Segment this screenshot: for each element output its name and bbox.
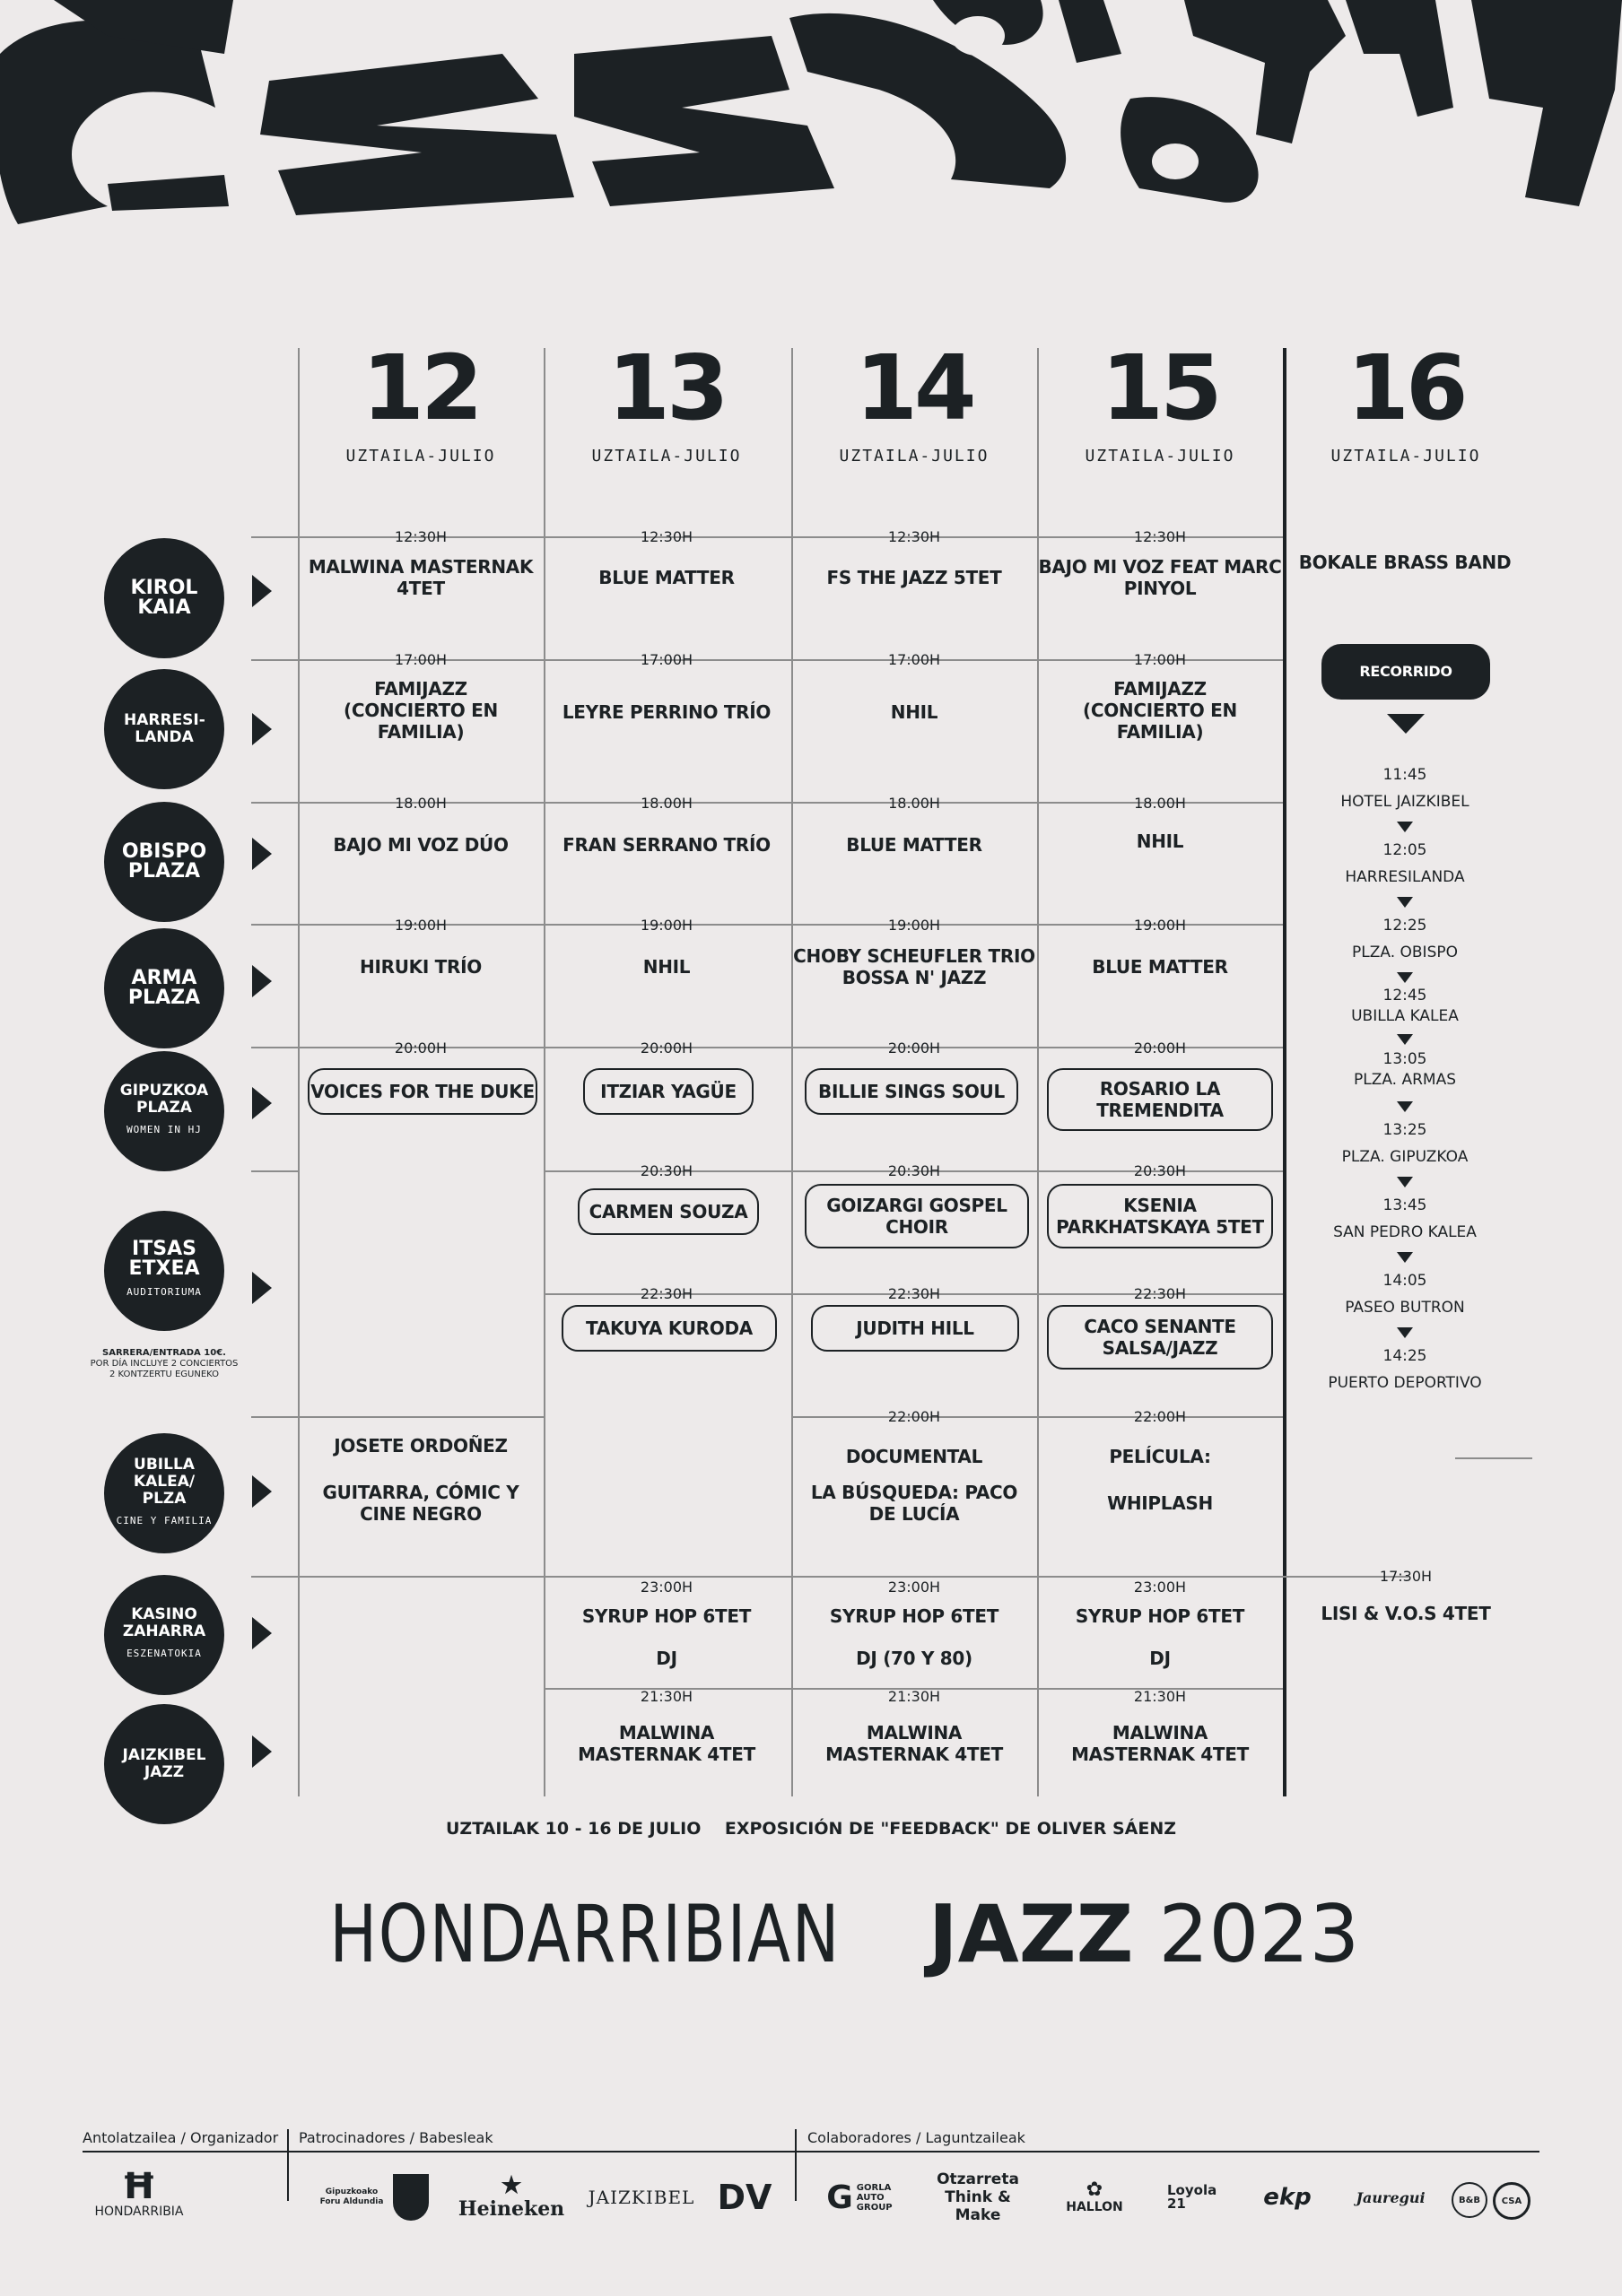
act-title: BAJO MI VOZ DÚO xyxy=(333,834,509,856)
collab-ekp-logo xyxy=(1243,2170,1332,2224)
act-title: MALWINA MASTERNAK 4TET xyxy=(308,556,534,599)
day-month: UZTAILA-JULIO xyxy=(1085,447,1235,465)
route-stop-place: UBILLA KALEA xyxy=(1351,1007,1459,1025)
act-title: CHOBY SCHEUFLER TRIO BOSSA N' JAZZ xyxy=(793,945,1035,988)
time-label: 23:00H xyxy=(640,1578,693,1596)
time-label: 18.00H xyxy=(888,795,940,812)
play-arrow-icon xyxy=(252,965,272,997)
time-label: 18.00H xyxy=(395,795,447,812)
collab-loyola-logo xyxy=(1153,2170,1225,2224)
day-month: UZTAILA-JULIO xyxy=(1330,447,1481,465)
act-title-highlight: CACO SENANTE SALSA/JAZZ xyxy=(1047,1305,1273,1370)
day-month: UZTAILA-JULIO xyxy=(839,447,990,465)
time-label: 22:00H xyxy=(887,1408,941,1425)
exhibition-note: UZTAILAK 10 - 16 DE JULIO EXPOSICIÓN DE "FEEDBACK" DE OLIVER SÁENZ xyxy=(445,1819,1177,1839)
shield-icon xyxy=(393,2174,429,2221)
venue-itsas-etxea xyxy=(104,1211,224,1331)
time-label: 20:30H xyxy=(887,1162,941,1179)
down-arrow-icon xyxy=(1397,1177,1413,1187)
act-title: DJ xyxy=(1149,1648,1171,1669)
venue-name: KASINO ZAHARRA xyxy=(122,1605,206,1640)
act-title-highlight: GOIZARGI GOSPEL CHOIR xyxy=(805,1184,1029,1248)
venue-obispo-plaza xyxy=(104,802,224,922)
act-title: DJ xyxy=(656,1648,677,1669)
play-arrow-icon xyxy=(252,1087,272,1119)
star-icon: ★ xyxy=(501,2172,522,2199)
time-label: 17:00H xyxy=(394,651,448,668)
act-title-highlight: ITZIAR YAGÜE xyxy=(583,1068,754,1115)
day-number: 15 xyxy=(1101,335,1219,440)
act-title: SYRUP HOP 6TET xyxy=(829,1605,999,1627)
act-title: GUITARRA, CÓMIC Y CINE NEGRO xyxy=(322,1482,519,1525)
time-label: 12:30H xyxy=(394,528,448,545)
hondarribia-logo xyxy=(81,2160,197,2228)
play-arrow-icon xyxy=(252,1272,272,1304)
time-label: 21:30H xyxy=(1133,1688,1187,1705)
ticket-note-line: 2 KONTZERTU EGUNEKO xyxy=(109,1370,220,1379)
sponsor-jaizkibel-logo xyxy=(588,2170,695,2224)
venue-harresilanda xyxy=(104,669,224,789)
collab-name: HALLON xyxy=(1066,2200,1123,2214)
play-arrow-icon xyxy=(252,575,272,607)
route-stop-time: 12:05 xyxy=(1382,841,1427,859)
time-label: 20:00H xyxy=(1133,1039,1187,1057)
time-label: 20:00H xyxy=(887,1039,941,1057)
day-number: 13 xyxy=(607,335,726,440)
title-jazz: JAZZ xyxy=(928,1888,1134,1980)
act-title: BLUE MATTER xyxy=(1092,956,1228,978)
route-button[interactable]: RECORRIDO xyxy=(1321,644,1490,700)
venue-arma-plaza xyxy=(104,928,224,1048)
collab-name: GORLA AUTO GROUP xyxy=(856,2182,893,2213)
time-label: 12:30H xyxy=(1133,528,1187,545)
time-label: 23:00H xyxy=(1133,1578,1187,1596)
venue-name: OBISPO PLAZA xyxy=(121,840,207,883)
footer-divider xyxy=(83,2151,1539,2152)
collab-name: Otzarreta Think & Make xyxy=(937,2170,1019,2224)
act-title: SYRUP HOP 6TET xyxy=(581,1605,752,1627)
route-stop-time: 14:25 xyxy=(1382,1347,1427,1365)
day-header-16 xyxy=(1284,335,1528,465)
venue-name: ARMA PLAZA xyxy=(127,967,201,1009)
time-label: 22:30H xyxy=(1133,1285,1187,1302)
footer-divider xyxy=(287,2129,289,2201)
play-arrow-icon xyxy=(252,1475,272,1508)
down-arrow-icon xyxy=(1397,1252,1413,1263)
act-title: NHIL xyxy=(1136,831,1184,852)
act-title-highlight: TAKUYA KURODA xyxy=(562,1305,777,1352)
sponsor-name: JAIZKIBEL xyxy=(588,2187,695,2208)
down-arrow-icon xyxy=(1387,714,1425,734)
time-label: 17:00H xyxy=(1133,651,1187,668)
collab-gorla-logo xyxy=(816,2170,906,2224)
play-arrow-icon xyxy=(252,1617,272,1649)
day-month: UZTAILA-JULIO xyxy=(591,447,742,465)
act-title: FAMIJAZZ (CONCIERTO EN FAMILIA) xyxy=(1083,678,1237,743)
down-arrow-icon xyxy=(1397,897,1413,908)
venue-jaizkibel-jazz xyxy=(104,1704,224,1824)
route-end-line xyxy=(1455,1457,1532,1459)
route-stop-place: PLZA. OBISPO xyxy=(1352,944,1458,961)
day-month: UZTAILA-JULIO xyxy=(345,447,496,465)
venue-kirol-kaia xyxy=(104,538,224,658)
itsas-etxea-ticket-note xyxy=(81,1348,248,1380)
day-number: 14 xyxy=(855,335,973,440)
sponsor-dv-logo xyxy=(713,2170,776,2224)
act-title: BLUE MATTER xyxy=(846,834,982,856)
time-label: 17:00H xyxy=(640,651,693,668)
collab-name: B&B xyxy=(1459,2195,1480,2205)
time-label: 21:30H xyxy=(640,1688,693,1705)
act-title: FS THE JAZZ 5TET xyxy=(826,567,1002,588)
collab-csa-logo xyxy=(1493,2182,1530,2220)
act-title-highlight: VOICES FOR THE DUKE xyxy=(308,1068,537,1115)
play-arrow-icon xyxy=(252,713,272,745)
route-stop-place: SAN PEDRO KALEA xyxy=(1333,1223,1477,1241)
act-title: NHIL xyxy=(890,701,938,723)
route-stop-place: PUERTO DEPORTIVO xyxy=(1328,1374,1482,1392)
time-label: 17:00H xyxy=(887,651,941,668)
venue-name: ITSAS ETXEA xyxy=(128,1238,200,1280)
down-arrow-icon xyxy=(1397,822,1413,832)
poster-title xyxy=(179,1885,1443,1984)
act-title: LISI & V.O.S 4TET xyxy=(1321,1603,1491,1624)
day-header-13 xyxy=(545,335,789,465)
organizer-label: Antolatzailea / Organizador xyxy=(83,2129,279,2146)
row-divider xyxy=(251,1170,298,1172)
act-title-highlight: JUDITH HILL xyxy=(811,1305,1019,1352)
sponsor-name: Heineken xyxy=(458,2197,565,2221)
act-title: MALWINA MASTERNAK 4TET xyxy=(1071,1722,1249,1765)
venue-ubilla-kalea xyxy=(104,1433,224,1553)
venue-name: GIPUZKOA PLAZA xyxy=(119,1082,209,1117)
act-title: DOCUMENTAL xyxy=(845,1446,983,1467)
venue-name: UBILLA KALEA/ PLZA xyxy=(133,1455,196,1508)
route-stop-time: 13:45 xyxy=(1382,1196,1427,1214)
day-header-12 xyxy=(299,335,543,465)
act-title: FAMIJAZZ (CONCIERTO EN FAMILIA) xyxy=(344,678,498,743)
route-stop-time: 14:05 xyxy=(1382,1272,1427,1290)
down-arrow-icon xyxy=(1397,972,1413,983)
title-part: HONDARRIBIAN xyxy=(328,1888,862,1980)
act-title: MALWINA MASTERNAK 4TET xyxy=(578,1722,755,1765)
act-title: WHIPLASH xyxy=(1107,1492,1213,1514)
time-label: 19:00H xyxy=(640,917,693,934)
act-title-highlight: ROSARIO LA TREMENDITA xyxy=(1047,1068,1273,1131)
collab-name: Loyola 21 xyxy=(1167,2182,1217,2212)
play-arrow-icon xyxy=(252,838,272,870)
ticket-note-line: POR DÍA INCLUYE 2 CONCIERTOS xyxy=(90,1359,239,1369)
act-title-highlight: CARMEN SOUZA xyxy=(578,1188,759,1235)
act-title: NHIL xyxy=(642,956,691,978)
venue-subtitle: CINE Y FAMILIA xyxy=(116,1514,213,1526)
act-title: LA BÚSQUEDA: PACO DE LUCÍA xyxy=(810,1482,1018,1525)
time-label: 21:30H xyxy=(887,1688,941,1705)
flower-icon: ✿ xyxy=(1086,2179,1103,2201)
time-label: 19:00H xyxy=(1133,917,1187,934)
down-arrow-icon xyxy=(1397,1327,1413,1338)
act-title: MALWINA MASTERNAK 4TET xyxy=(825,1722,1003,1765)
footer-divider xyxy=(795,2129,797,2201)
route-stop-place: HOTEL JAIZKIBEL xyxy=(1340,793,1469,811)
route-stop-time: 12:25 xyxy=(1382,917,1427,935)
down-arrow-icon xyxy=(1397,1101,1413,1112)
route-stop-time: 11:45 xyxy=(1382,766,1427,784)
act-title: LEYRE PERRINO TRÍO xyxy=(562,701,772,723)
day-header-15 xyxy=(1038,335,1282,465)
collab-hallon-logo xyxy=(1054,2170,1135,2224)
venue-kasino-zaharra xyxy=(104,1575,224,1695)
time-label: 23:00H xyxy=(887,1578,941,1596)
act-title: FRAN SERRANO TRÍO xyxy=(562,834,771,856)
act-title-highlight: BILLIE SINGS SOUL xyxy=(805,1068,1018,1115)
row-divider xyxy=(251,1416,544,1418)
venue-name: JAIZKIBEL JAZZ xyxy=(122,1746,206,1781)
route-stop-place: HARRESILANDA xyxy=(1345,868,1465,886)
collab-name: ekp xyxy=(1263,2184,1312,2211)
venue-subtitle: ESZENATOKIA xyxy=(126,1648,202,1659)
title-year: 2023 xyxy=(1133,1888,1360,1980)
time-label: 22:30H xyxy=(640,1285,693,1302)
time-label: 20:30H xyxy=(640,1162,693,1179)
sponsors-label: Patrocinadores / Babesleak xyxy=(299,2129,493,2146)
time-label: 20:00H xyxy=(394,1039,448,1057)
play-arrow-icon xyxy=(252,1735,272,1768)
day-number: 16 xyxy=(1347,335,1465,440)
collaborators-label: Colaboradores / Laguntzaileak xyxy=(807,2129,1025,2146)
time-label: 19:00H xyxy=(887,917,941,934)
sponsor-gipuzkoa-logo xyxy=(305,2170,440,2224)
day-header-14 xyxy=(792,335,1036,465)
hondarribia-mark-icon: Ħ xyxy=(121,2166,157,2207)
time-label: 19:00H xyxy=(394,917,448,934)
collab-jauregui-logo xyxy=(1346,2170,1435,2224)
gorla-mark-icon: G xyxy=(826,2179,853,2216)
act-title: DJ (70 Y 80) xyxy=(856,1648,972,1669)
organizer-name: HONDARRIBIA xyxy=(94,2205,184,2219)
time-label: 12:30H xyxy=(887,528,941,545)
route-stop-time: 13:25 xyxy=(1382,1121,1427,1139)
venue-gipuzkoa-plaza xyxy=(104,1051,224,1171)
route-stop-place: PLZA. ARMAS xyxy=(1353,1071,1457,1089)
route-stop-time: 13:05 xyxy=(1382,1050,1427,1068)
collab-bb-logo xyxy=(1452,2182,1487,2218)
act-title: HIRUKI TRÍO xyxy=(360,956,482,978)
header-lettering-graphic xyxy=(0,0,1622,233)
ticket-price: SARRERA/ENTRADA 10€. xyxy=(102,1348,226,1358)
time-label: 22:00H xyxy=(1133,1408,1187,1425)
act-title: JOSETE ORDOÑEZ xyxy=(334,1435,508,1457)
row-divider xyxy=(251,1576,1283,1578)
time-label: 20:00H xyxy=(640,1039,693,1057)
collab-otzarreta-logo xyxy=(924,2170,1032,2224)
time-label: 12:30H xyxy=(640,528,693,545)
venue-name: KIROL KAIA xyxy=(130,577,198,619)
time-label: 22:30H xyxy=(887,1285,941,1302)
route-stop-time: 12:45 xyxy=(1382,987,1427,1004)
sponsor-name: DV xyxy=(717,2178,772,2217)
collab-name: CSA xyxy=(1501,2196,1522,2206)
day-number: 12 xyxy=(362,335,480,440)
act-title: BAJO MI VOZ FEAT MARC PINYOL xyxy=(1038,556,1282,599)
act-title: BLUE MATTER xyxy=(598,567,735,588)
time-label: 18.00H xyxy=(1134,795,1186,812)
act-title: SYRUP HOP 6TET xyxy=(1075,1605,1245,1627)
collab-name: Jauregui xyxy=(1356,2188,1426,2206)
time-label: 20:30H xyxy=(1133,1162,1187,1179)
route-stop-place: PASEO BUTRON xyxy=(1345,1299,1465,1317)
route-stop-place: PLZA. GIPUZKOA xyxy=(1341,1148,1469,1166)
act-title: PELÍCULA: xyxy=(1109,1446,1211,1467)
sponsor-name: Gipuzkoako Foru Aldundia xyxy=(319,2187,384,2206)
venue-subtitle: AUDITORIUMA xyxy=(126,1286,202,1298)
act-title-highlight: KSENIA PARKHATSKAYA 5TET xyxy=(1047,1184,1273,1248)
time-label: 17:30H xyxy=(1379,1568,1433,1585)
venue-subtitle: WOMEN IN HJ xyxy=(126,1124,202,1135)
act-title: BOKALE BRASS BAND xyxy=(1298,552,1512,573)
down-arrow-icon xyxy=(1397,1034,1413,1045)
sponsor-heineken-logo xyxy=(458,2170,565,2224)
venue-name: HARRESI-LANDA xyxy=(124,711,205,746)
header-art xyxy=(0,0,1622,233)
time-label: 18.00H xyxy=(641,795,693,812)
